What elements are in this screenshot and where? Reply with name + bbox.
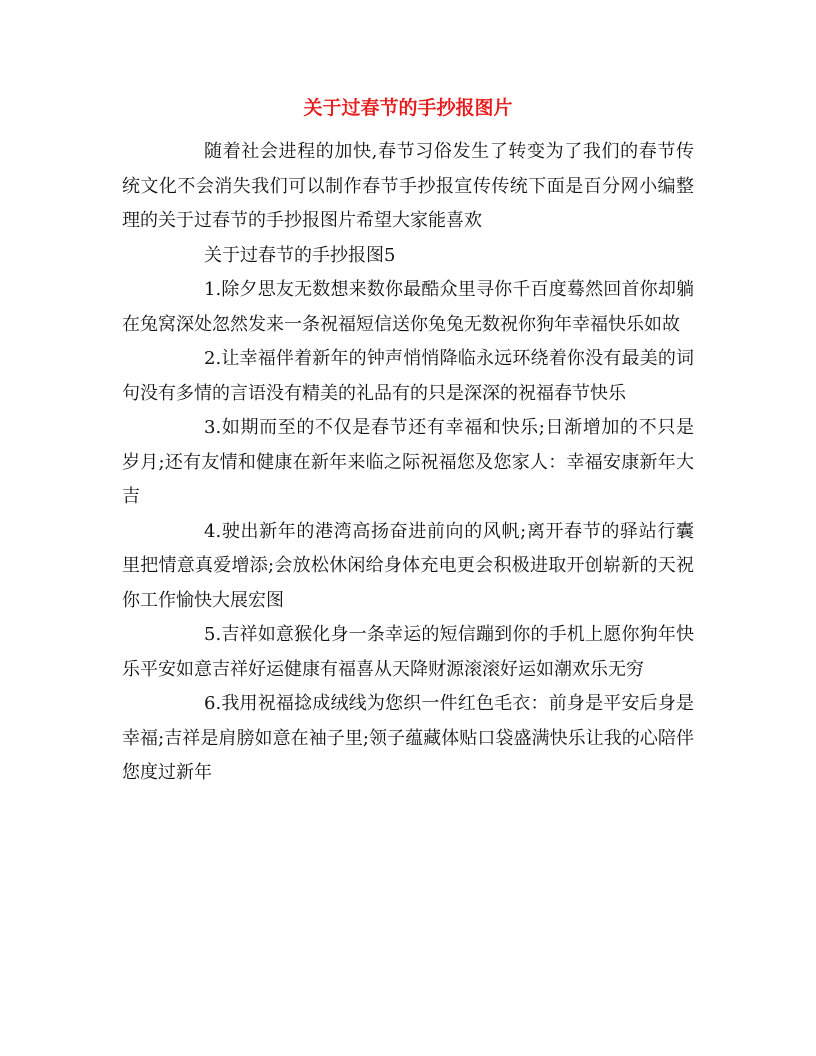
greeting-item-2: 2.让幸福伴着新年的钟声悄悄降临永远环绕着你没有最美的词句没有多情的言语没有精美的礼品有的只是深深的祝福春节快乐 <box>122 348 694 404</box>
greeting-item-5: 5.吉祥如意猴化身一条幸运的短信蹦到你的手机上愿你狗年快乐平安如意吉祥好运健康有福喜从天降财源滚滚好运如潮欢乐无穷 <box>122 624 694 680</box>
document-body <box>122 135 694 791</box>
section-heading: 关于过春节的手抄报图5 <box>204 244 396 266</box>
greeting-item-4: 4.驶出新年的港湾高扬奋进前向的风帆;离开春节的驿站行囊里把情意真爱增添;会放松休闲给身体充电更会积极进取开创崭新的天祝你工作愉快大展宏图 <box>122 520 694 611</box>
greeting-item-6: 6.我用祝福捻成绒线为您织一件红色毛衣：前身是平安后身是幸福;吉祥是肩膀如意在袖子里;领子蕴藏体贴口袋盛满快乐让我的心陪伴您度过新年 <box>122 693 694 783</box>
intro-paragraph: 随着社会进程的加快,春节习俗发生了转变为了我们的春节传统文化不会消失我们可以制作春节手抄报宣传传统下面是百分网小编整理的关于过春节的手抄报图片希望大家能喜欢 <box>122 141 694 231</box>
page-title: 关于过春节的手抄报图片 <box>303 97 513 119</box>
greeting-item-1: 1.除夕思友无数想来数你最酷众里寻你千百度蓦然回首你却躺在兔窝深处忽然发来一条祝福短信送你兔兔无数祝你狗年幸福快乐如故 <box>122 279 694 335</box>
greeting-item-3: 3.如期而至的不仅是春节还有幸福和快乐;日渐增加的不只是岁月;还有友情和健康在新年来临之际祝福您及您家人：幸福安康新年大吉 <box>122 417 694 507</box>
